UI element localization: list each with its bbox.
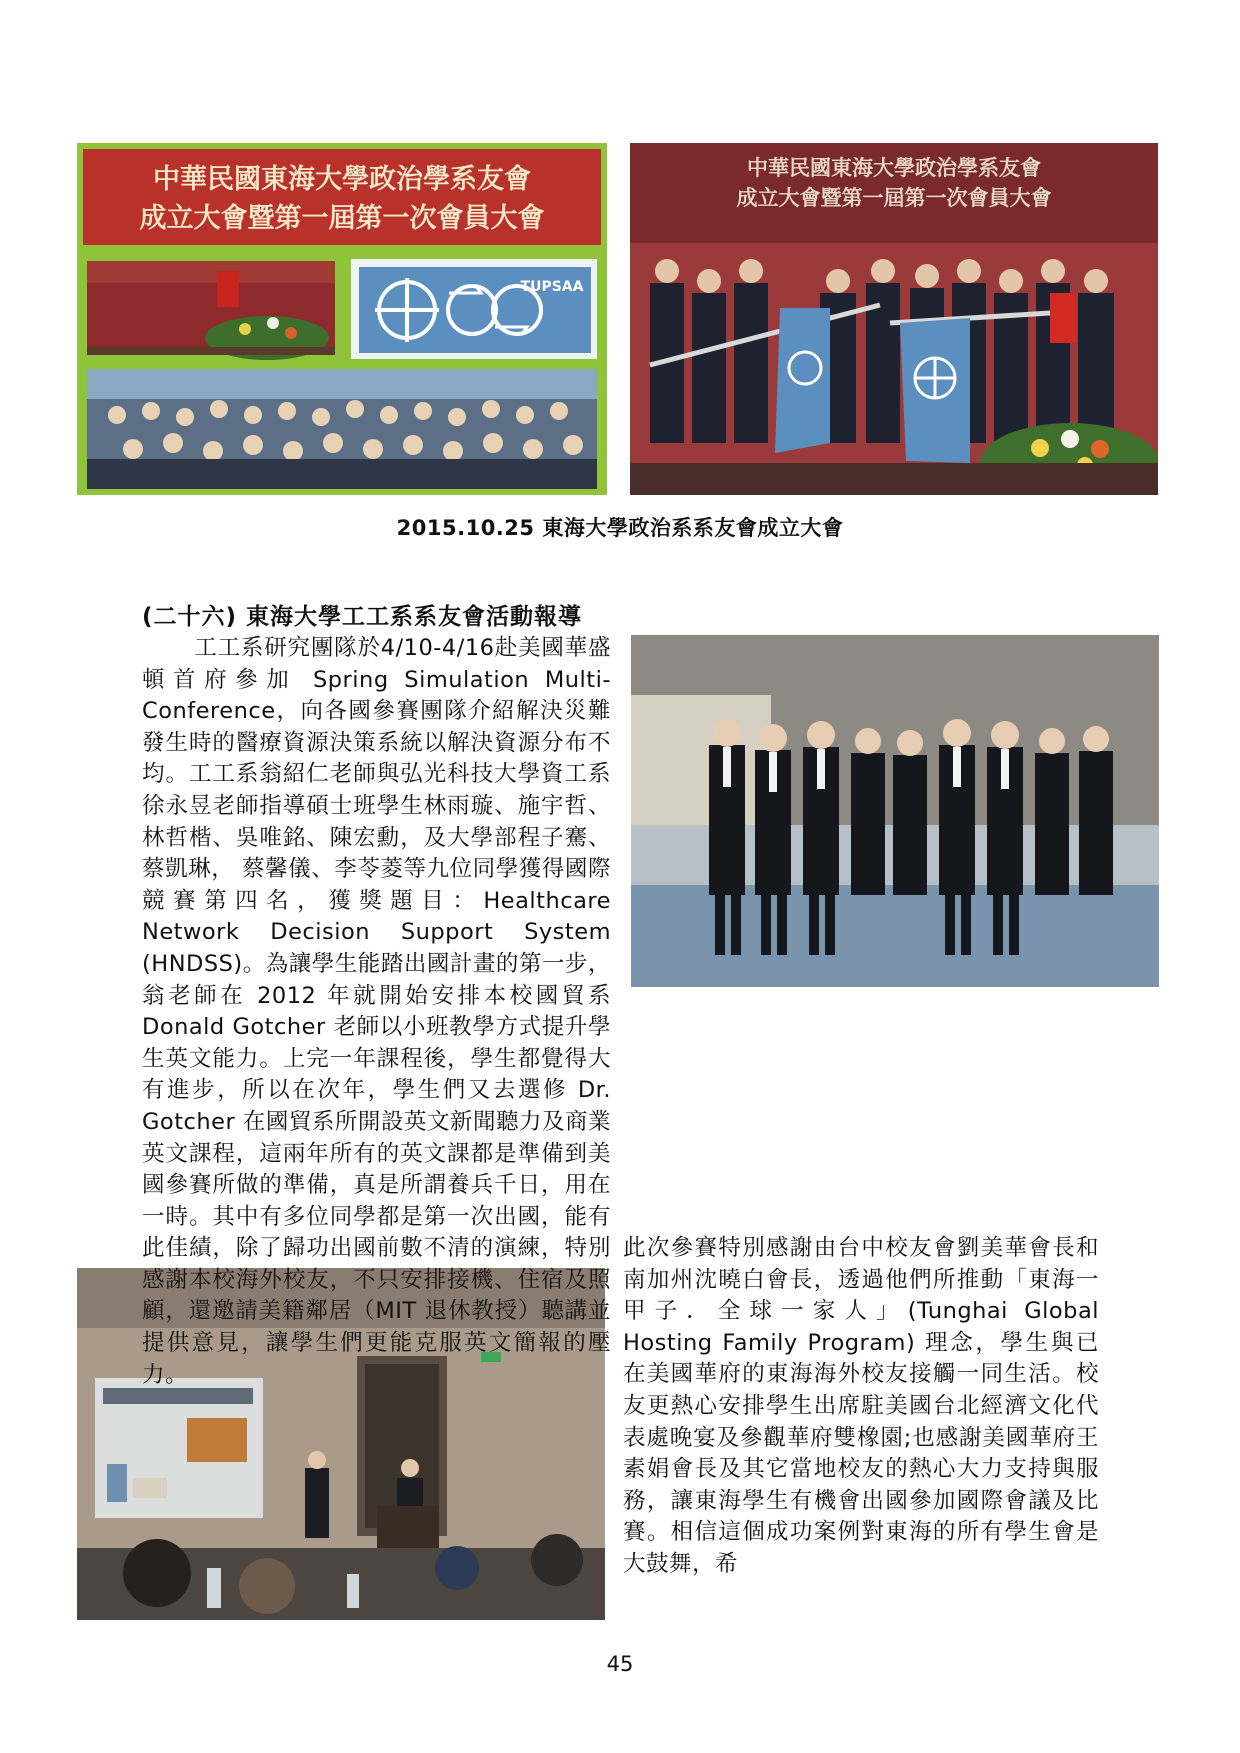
ceremony-banner-line1: 中華民國東海大學政治學系友會 xyxy=(747,155,1041,180)
collage-photo xyxy=(77,143,607,495)
team-photo xyxy=(631,635,1159,987)
ceremony-banner-line2: 成立大會暨第一屆第一次會員大會 xyxy=(736,185,1052,210)
paragraph-1-text: 工工系研究團隊於4/10-4/16赴美國華盛頓首府參加 Spring Simulation Multi-Conference，向各國參賽團隊介紹解決災難發生時的醫療資源決策系統以解決資源分布不均。工工系翁紹仁老師與弘光科技大學資工系徐永昱老師指導碩士班學生林雨璇、施宇哲、林哲楷、吳唯銘、陳宏勳，及大學部程子騫、蔡凱琳， 蔡馨儀、李苓菱等九位同學獲得國際競賽第四名，獲獎題目：Healthcare Network Decision Support System (HNDSS)。為讓學生能踏出國計畫的第一步，翁老師在 2012 年就開始安排本校國貿系 Donald Gotcher 老師以小班教學方式提升學生英文能力。上完一年課程後，學生都覺得大有進步，所以在次年，學生們又去選修 Dr. Gotcher 在國貿系所開設英文新聞聽力及商業英文課程，這兩年所有的英文課都是準備到美國參賽所做的準備，真是所謂養兵千日，用在一時。其中有多位同學都是第一次出國，能有此佳績，除了歸功出國前數不清的演練，特別感謝本校海外校友，不只安排接機、住宿及照顧，還邀請美籍鄰居（MIT 退休教授）聽講並提供意見，讓學生們更能克服英文簡報的壓力。 xyxy=(142,635,611,1388)
page-number: 45 xyxy=(606,1652,634,1676)
collage-banner-line1: 中華民國東海大學政治學系友會 xyxy=(153,164,531,195)
paragraph-2 xyxy=(623,1233,1099,1581)
collage-banner-line2: 成立大會暨第一屆第一次會員大會 xyxy=(139,203,545,234)
photo-caption: 2015.10.25 東海大學政治系系友會成立大會 xyxy=(396,516,844,540)
section-title: (二十六) 東海大學工工系系友會活動報導 xyxy=(142,604,583,630)
flag-ceremony-photo xyxy=(630,143,1158,495)
collage-flag-label: TUPSAA xyxy=(520,279,584,295)
paragraph-2-text: 此次參賽特別感謝由台中校友會劉美華會長和南加州沈曉白會長，透過他們所推動「東海一甲子．全球一家人」(Tunghai Global Hosting Family Program) 理念，學生與已在美國華府的東海海外校友接觸一同生活。校友更熱心安排學生出席駐美國台北經濟文化代表處晚宴及參觀華府雙橡園;也感謝美國華府王素娟會長及其它當地校友的熱心大力支持與服務，讓東海學生有機會出國參加國際會議及比賽。相信這個成功案例對東海的所有學生會是大鼓舞，希 xyxy=(623,1235,1099,1577)
paragraph-1 xyxy=(142,633,611,1391)
